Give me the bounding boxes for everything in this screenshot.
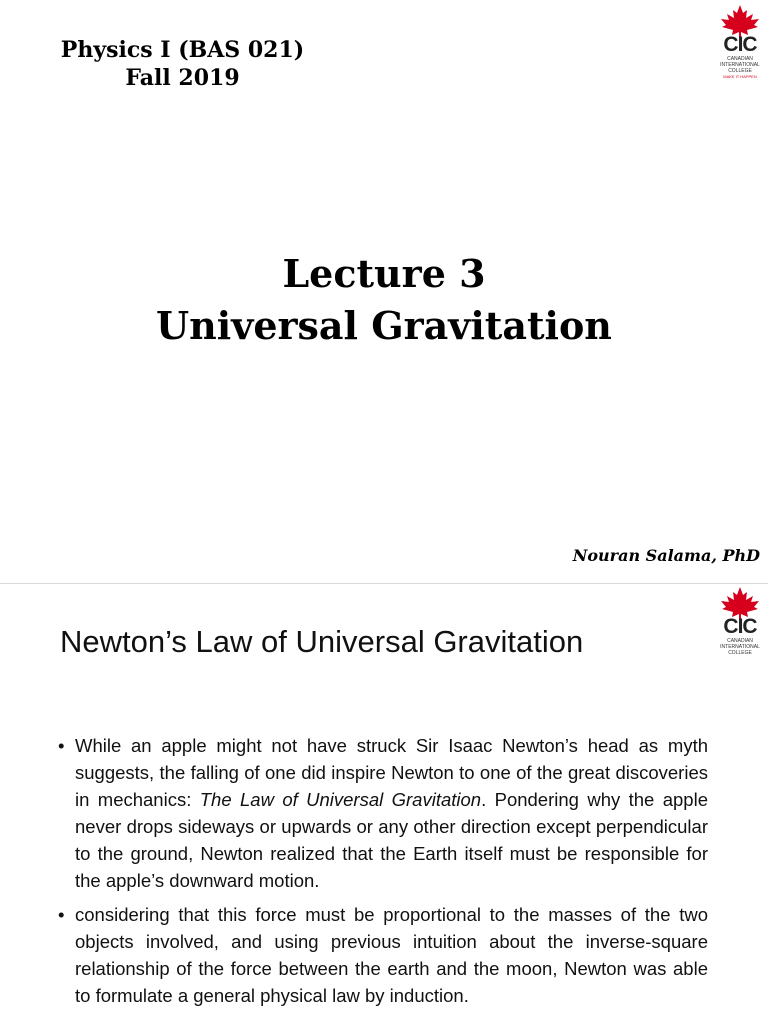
logo-line-college: COLLEGE	[728, 650, 752, 656]
lecture-topic: Universal Gravitation	[156, 303, 612, 348]
cic-logo-2	[714, 586, 766, 666]
logo-line-international: INTERNATIONAL	[720, 644, 760, 650]
bullet-marker: •	[58, 735, 65, 756]
logo-line-canadian: CANADIAN	[727, 638, 753, 644]
bullet-list	[58, 732, 708, 1016]
logo-text	[714, 56, 766, 74]
slide-heading: Newton’s Law of Universal Gravitation	[60, 624, 584, 659]
cic-logo	[714, 4, 766, 84]
course-term: Fall 2019	[125, 65, 240, 91]
bullet-text-cont: . Pondering why the apple never drops sideways or upwards or any other direction except perpendicular to the ground, Newton realized that the Earth itself must be responsible for the apple’s downward motion.	[75, 789, 708, 891]
content-slide	[0, 584, 768, 1024]
logo-letters: CIC	[723, 33, 757, 56]
lecture-title	[0, 248, 768, 352]
list-item	[58, 901, 708, 1009]
course-name: Physics I (BAS 021)	[60, 37, 305, 63]
list-item	[58, 732, 708, 894]
bullet-text: considering that this force must be proportional to the masses of the two objects involved, and using previous intuition about the inverse-square relationship of the force between the earth and the moon, Newton was able to formulate a general physical law by induction.	[75, 904, 708, 1006]
course-info	[50, 36, 315, 92]
logo-text	[714, 638, 766, 656]
law-name: The Law of Universal Gravitation	[199, 789, 482, 810]
author-name: Nouran Salama, PhD	[572, 546, 760, 565]
logo-letters: CIC	[723, 615, 757, 638]
logo-line-canadian: CANADIAN	[727, 56, 753, 62]
lecture-number: Lecture 3	[282, 251, 486, 296]
bullet-text: While an apple might not have struck Sir Isaac Newton’s head as myth suggests, the falling of one did inspire Newton to one of the great discoveries in mechanics:	[75, 735, 708, 810]
logo-line-international: INTERNATIONAL	[720, 62, 760, 68]
bullet-marker: •	[58, 904, 65, 925]
logo-line-college: COLLEGE	[728, 68, 752, 74]
logo-tagline: MAKE IT HAPPEN	[723, 74, 757, 79]
